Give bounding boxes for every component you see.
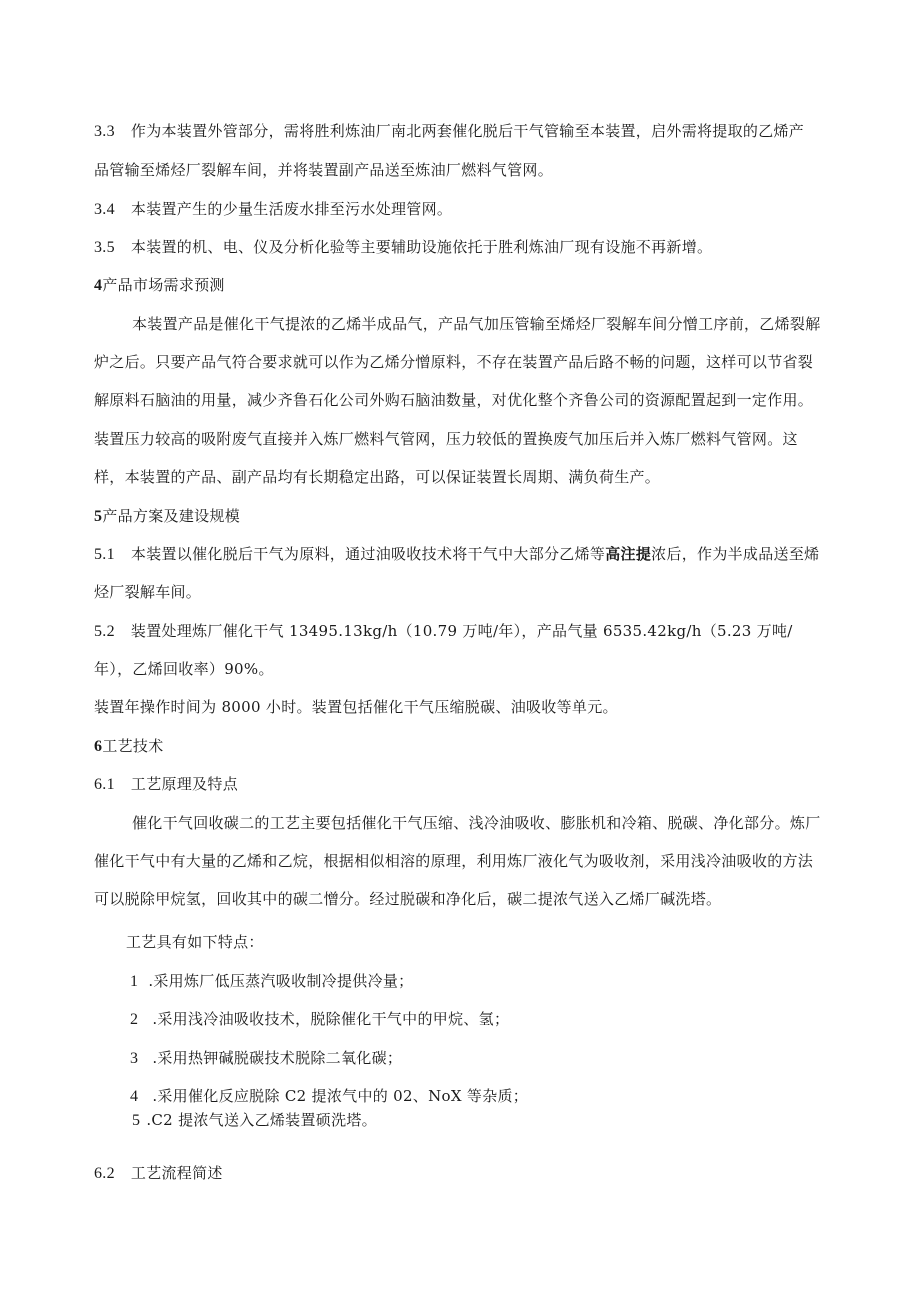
paragraph-5-2-note: 装置年操作时间为 8000 小时。装置包括催化干气压缩脱碳、油吸收等单元。 — [94, 698, 618, 716]
list-number: 5 — [132, 1112, 141, 1129]
list-number: 1 — [130, 973, 139, 990]
section-number: 3.4 — [94, 201, 115, 218]
heading-title: 工艺技术 — [102, 737, 164, 755]
list-text: .C2 提浓气送入乙烯装置硕洗塔。 — [146, 1111, 377, 1129]
list-number: 3 — [130, 1050, 139, 1067]
paragraph-text: 作为本装置外管部分，需将胜利炼油厂南北两套催化脱后干气管输至本装置，启外需将提取的乙烯产 — [130, 122, 805, 140]
paragraph-4-line-3: 解原料石脑油的用量，减少齐鲁石化公司外购石脑油数量，对优化整个齐鲁公司的资源配置起到一定作用。 — [94, 391, 814, 409]
section-5-1-line-2: 烃厂裂解车间。 — [94, 583, 202, 601]
list-number: 4 — [130, 1088, 139, 1105]
list-text: .采用催化反应脱除 C2 提浓气中的 02、NoX 等杂质； — [152, 1087, 529, 1105]
section-3-3-line-1 — [94, 121, 804, 142]
section-3-4 — [94, 199, 452, 220]
section-number: 3.3 — [94, 123, 115, 140]
heading-6 — [94, 736, 164, 757]
section-5-2-line-1 — [94, 621, 793, 642]
section-number: 5.2 — [94, 623, 115, 640]
paragraph-text: 装置处理炼厂催化干气 13495.13kg/h（10.79 万吨/年），产品气量 6535.42kg/h（5.23 万吨/ — [130, 622, 793, 640]
section-5-2-line-2: 年），乙烯回收率）90%。 — [94, 660, 274, 678]
paragraph-6-1-line-3: 可以脱除甲烷氢，回收其中的碳二憎分。经过脱碳和净化后，碳二提浓气送入乙烯厂碱洗塔。 — [94, 890, 722, 908]
heading-number: 6 — [94, 738, 103, 755]
heading-6-2 — [94, 1163, 223, 1184]
list-text: .采用浅冷油吸收技术，脱除催化干气中的甲烷、氢； — [152, 1010, 510, 1028]
heading-4 — [94, 275, 225, 296]
paragraph-4-line-2: 炉之后。只要产品气符合要求就可以作为乙烯分憎原料，不存在装置产品后路不畅的问题，这样可以节省裂 — [94, 353, 814, 371]
section-number: 3.5 — [94, 239, 115, 256]
feature-item-1 — [130, 971, 413, 992]
paragraph-4-line-1: 本装置产品是催化干气提浓的乙烯半成品气，产品气加压管输至烯烃厂裂解车间分憎工序前，乙烯裂解 — [132, 315, 821, 333]
paragraph-text: 本装置以催化脱后干气为原料，通过油吸收技术将干气中大部分乙烯等 — [130, 545, 606, 563]
heading-number: 5 — [94, 508, 103, 525]
section-5-1-line-1 — [94, 544, 819, 565]
features-intro: 工艺具有如下特点： — [126, 933, 264, 951]
feature-item-3 — [130, 1048, 402, 1069]
list-number: 2 — [130, 1011, 139, 1028]
section-number: 6.2 — [94, 1165, 115, 1182]
heading-title: 工艺原理及特点 — [130, 775, 239, 793]
heading-title: 产品方案及建设规模 — [102, 507, 241, 525]
paragraph-6-1-line-1: 催化干气回收碳二的工艺主要包括催化干气压缩、浅冷油吸收、膨胀机和冷箱、脱碳、净化部分。炼厂 — [132, 814, 821, 832]
heading-number: 4 — [94, 277, 103, 294]
heading-5 — [94, 506, 240, 527]
list-text: .采用热钾碱脱碳技术脱除二氧化碳； — [152, 1049, 403, 1067]
feature-item-4 — [130, 1086, 528, 1107]
paragraph-4-line-4: 装置压力较高的吸附废气直接并入炼厂燃料气管网，压力较低的置换废气加压后并入炼厂燃料气管网。这 — [94, 430, 798, 448]
heading-title: 产品市场需求预测 — [102, 276, 225, 294]
list-text: .采用炼厂低压蒸汽吸收制冷提供冷量； — [148, 972, 414, 990]
section-3-3-line-2: 品管输至烯烃厂裂解车间，并将装置副产品送至炼油厂燃料气管网。 — [94, 161, 554, 179]
emphasis-text: 高注提 — [605, 545, 652, 563]
paragraph-4-line-5: 样，本装置的产品、副产品均有长期稳定出路，可以保证装置长周期、满负荷生产。 — [94, 468, 661, 486]
section-number: 5.1 — [94, 546, 115, 563]
section-number: 6.1 — [94, 776, 115, 793]
paragraph-text: 本装置的机、电、仪及分析化验等主要辅助设施依托于胜利炼油厂现有设施不再新增。 — [130, 238, 713, 256]
feature-item-5 — [132, 1110, 377, 1131]
heading-6-1 — [94, 774, 238, 795]
heading-title: 工艺流程简述 — [130, 1164, 223, 1182]
feature-item-2 — [130, 1009, 509, 1030]
paragraph-text: 浓后，作为半成品送至烯 — [651, 545, 820, 563]
section-3-5 — [94, 237, 712, 258]
paragraph-text: 本装置产生的少量生活废水排至污水处理管网。 — [130, 200, 453, 218]
paragraph-6-1-line-2: 催化干气中有大量的乙烯和乙烷，根据相似相溶的原理，利用炼厂液化气为吸收剂，采用浅冷油吸收的方法 — [94, 852, 814, 870]
